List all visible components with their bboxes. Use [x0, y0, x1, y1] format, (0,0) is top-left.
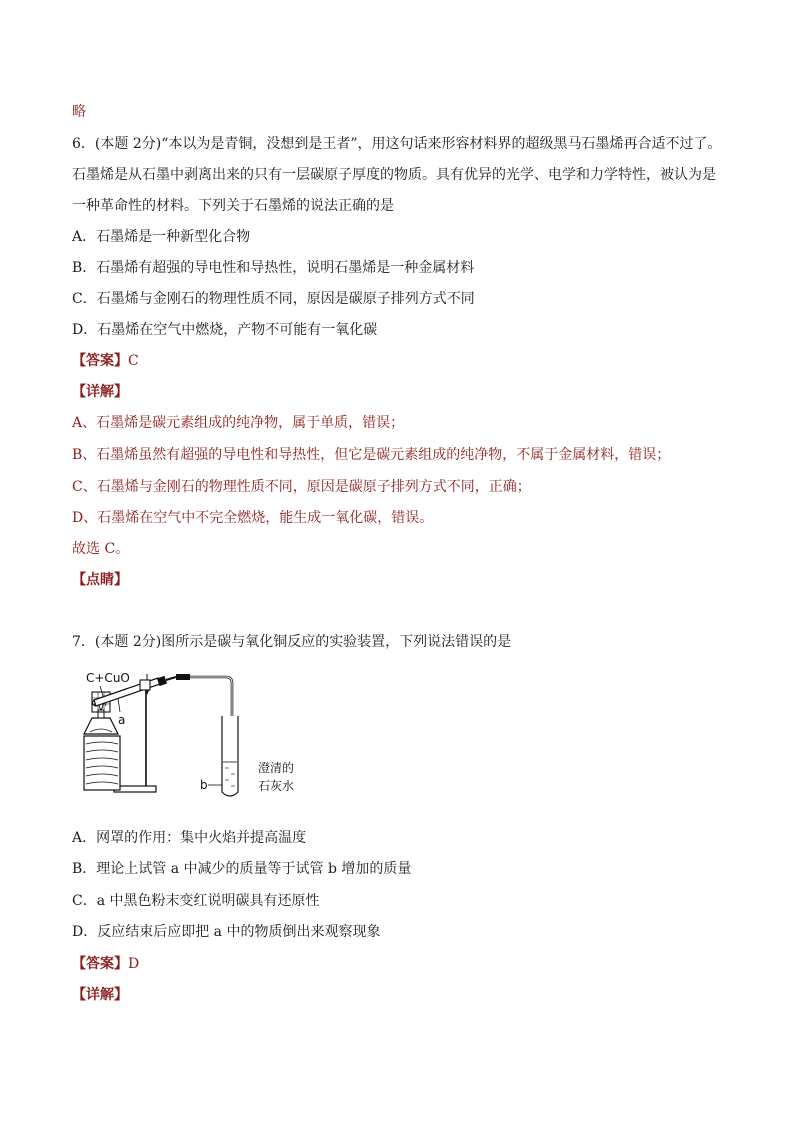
q6-detail-a: A、石墨烯是碳元素组成的纯净物，属于单质，错误； — [72, 415, 405, 431]
q7-stem: 7．(本题 2分)图所示是碳与氧化铜反应的实验装置，下列说法错误的是 — [72, 634, 512, 650]
q6-detail-d: D、石墨烯在空气中不完全燃烧，能生成一氧化碳，错误。 — [72, 510, 434, 526]
limewater-label-line-1: 澄清的 — [258, 761, 295, 775]
apparatus-diagram — [72, 662, 312, 802]
rubber-connector — [176, 674, 190, 680]
q7-option-b: B．理论上试管 a 中减少的质量等于试管 b 增加的质量 — [72, 861, 412, 877]
q6-detail-c: C、石墨烯与金刚石的物理性质不同，原因是碳原子排列方式不同，正确； — [72, 479, 531, 495]
q6-conclusion: 故选 C。 — [72, 541, 130, 557]
q6-stem-line-1: 6．(本题 2分)“本以为是青铜，没想到是王者”，用这句话来形容材料界的超级黑马石墨烯再合适不过了。 — [72, 136, 722, 152]
q7-option-c: C．a 中黑色粉末变红说明碳具有还原性 — [72, 893, 320, 909]
q5-omitted: 略 — [72, 104, 86, 120]
q7-detail-tag: 【详解】 — [72, 987, 128, 1003]
tube-a-label: a — [118, 713, 126, 727]
tube-b-label: b — [200, 778, 208, 792]
q6-detail-b: B、石墨烯虽然有超强的导电性和导热性，但它是碳元素组成的纯净物，不属于金属材料，错误； — [72, 447, 671, 463]
limewater-label-line-2: 石灰水 — [258, 779, 295, 793]
q7-answer-tag: 【答案】 — [72, 956, 128, 972]
lamp-wick — [98, 710, 104, 718]
q6-comment-tag: 【点睛】 — [72, 572, 128, 588]
reagent-label: C+CuO — [86, 671, 130, 685]
q6-answer-tag: 【答案】 — [72, 353, 128, 369]
q6-option-a: A．石墨烯是一种新型化合物 — [72, 229, 251, 245]
test-tube-b — [222, 716, 238, 796]
q6-answer-value: C — [128, 353, 139, 369]
q6-stem-line-2: 石墨烯是从石墨中剥离出来的只有一层碳原子厚度的物质。具有优异的光学、电学和力学特性，被认为是 — [72, 167, 716, 183]
q7-option-a: A．网罩的作用：集中火焰并提高温度 — [72, 830, 307, 846]
alcohol-lamp — [84, 718, 118, 734]
tube-a-leader-line — [118, 698, 120, 712]
q6-detail-tag: 【详解】 — [72, 384, 128, 400]
q6-answer — [72, 351, 732, 371]
q7-answer — [72, 954, 732, 974]
q6-stem-line-3: 一种革命性的材料。下列关于石墨烯的说法正确的是 — [72, 198, 394, 214]
q7-apparatus-figure — [72, 662, 312, 802]
q7-answer-value: D — [128, 956, 140, 972]
q6-option-b: B．石墨烯有超强的导电性和导热性，说明石墨烯是一种金属材料 — [72, 260, 475, 276]
q6-option-c: C．石墨烯与金刚石的物理性质不同，原因是碳原子排列方式不同 — [72, 291, 475, 307]
q6-option-d: D．石墨烯在空气中燃烧，产物不可能有一氧化碳 — [72, 322, 378, 338]
q7-option-d: D．反应结束后应即把 a 中的物质倒出来观察现象 — [72, 924, 381, 940]
clamp — [140, 680, 150, 690]
